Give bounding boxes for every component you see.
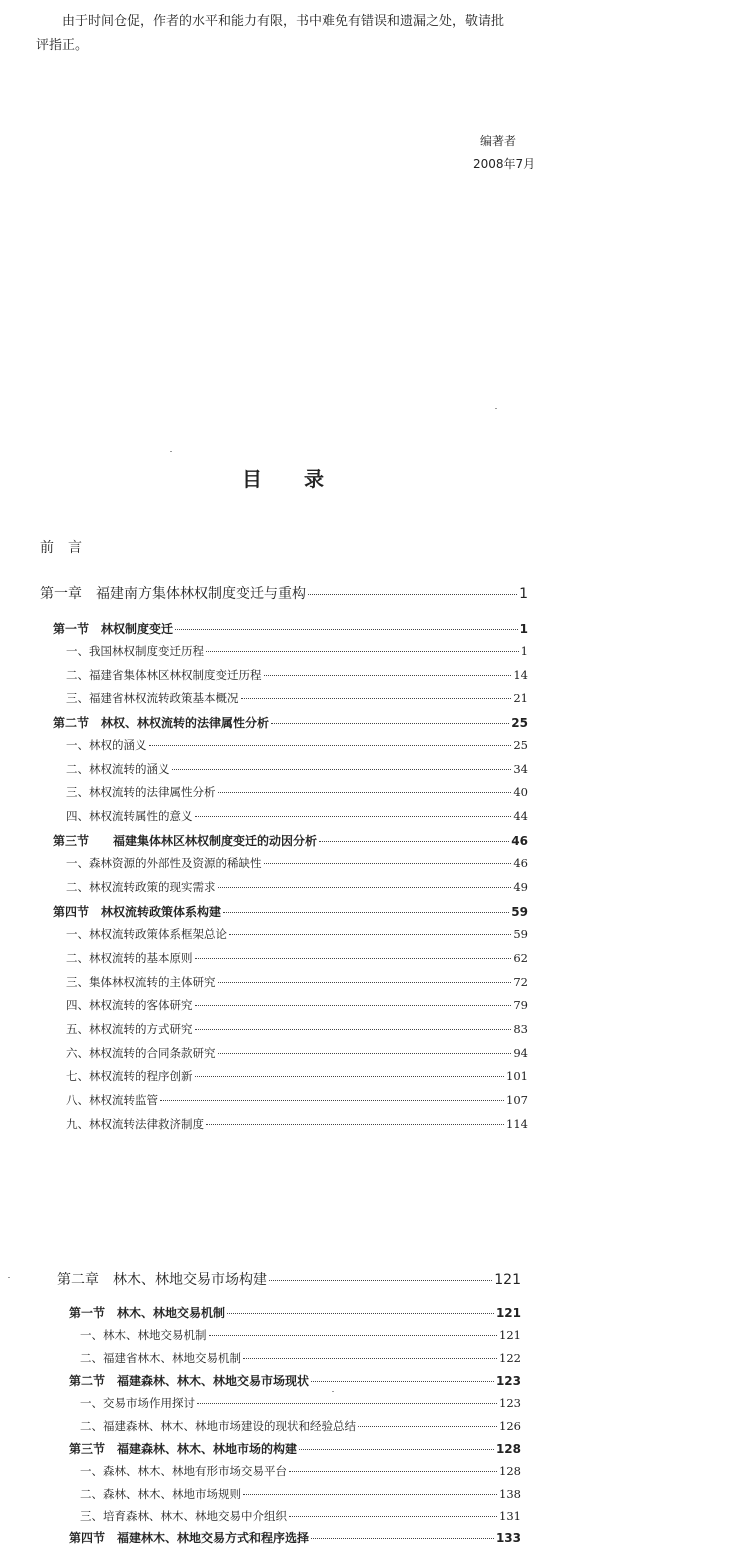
toc-foreword: 前 言 [40, 540, 82, 556]
toc-entry-title: 二、森林、林木、林地市场规则 [80, 1487, 241, 1501]
toc-item[interactable] [66, 950, 528, 966]
toc-entry-page: 44 [513, 809, 528, 823]
toc-leader-dots [311, 1537, 494, 1539]
toc-leader-dots [227, 1312, 494, 1314]
toc-section[interactable] [69, 1372, 521, 1389]
toc-entry-page: 101 [506, 1069, 528, 1083]
toc-entry-title: 第二节 林权、林权流转的法律属性分析 [53, 716, 270, 730]
toc-entry-page: 25 [513, 738, 528, 752]
toc-entry-title: 二、林权流转的涵义 [66, 762, 170, 776]
toc-item[interactable] [80, 1350, 521, 1366]
toc-entry-page: 114 [506, 1117, 528, 1131]
toc-leader-dots [299, 1448, 494, 1450]
toc-entry-title: 一、交易市场作用探讨 [80, 1396, 195, 1410]
toc-entry-page: 126 [499, 1419, 521, 1433]
toc-entry-page: 59 [511, 905, 528, 919]
toc-entry-title: 四、林权流转属性的意义 [66, 809, 193, 823]
toc-entry-page: 25 [511, 716, 528, 730]
scan-speck [332, 1391, 334, 1392]
toc-chapter-2-page: 121 [494, 1272, 521, 1288]
toc-entry-page: 72 [513, 975, 528, 989]
toc-item[interactable] [80, 1395, 521, 1411]
toc-entry-title: 第三节 福建集体林区林权制度变迁的动因分析 [53, 834, 318, 848]
preface-line-1: 由于时间仓促，作者的水平和能力有限，书中难免有错误和遗漏之处，敬请批 [62, 14, 505, 29]
toc-leader-dots [206, 650, 519, 652]
toc-entry-page: 121 [495, 1306, 521, 1320]
toc-entry-page: 40 [513, 785, 528, 799]
toc-leader-dots [289, 1515, 497, 1517]
toc-entry-page: 59 [513, 927, 528, 941]
toc-leader-dots [149, 744, 512, 746]
toc-entry-page: 46 [513, 856, 528, 870]
preface-signature: 编著者 [480, 134, 517, 148]
toc-item[interactable] [66, 667, 528, 683]
toc-leader-dots [264, 674, 512, 676]
toc-item[interactable] [66, 784, 528, 800]
toc-item[interactable] [80, 1418, 521, 1434]
toc-entry-title: 一、森林资源的外部性及资源的稀缺性 [66, 856, 262, 870]
toc-leader-dots [311, 1380, 494, 1382]
toc-leader-dots [195, 1028, 512, 1030]
toc-entry-page: 123 [495, 1374, 521, 1388]
scan-speck [170, 451, 172, 452]
toc-entry-page: 34 [513, 762, 528, 776]
toc-item[interactable] [66, 855, 528, 871]
toc-chapter-1-page: 1 [519, 586, 528, 602]
toc-entry-page: 131 [499, 1509, 521, 1523]
toc-leader-dots [172, 768, 512, 770]
toc-leader-dots [195, 1075, 505, 1077]
toc-entry-title: 一、我国林权制度变迁历程 [66, 644, 204, 658]
toc-leader-dots [195, 815, 512, 817]
toc-chapter-1-title: 第一章 福建南方集体林权制度变迁与重构 [40, 586, 306, 602]
toc-item[interactable] [66, 997, 528, 1013]
toc-leader-dots [218, 1052, 512, 1054]
toc-item[interactable] [66, 1092, 528, 1108]
toc-leader-dots [308, 593, 517, 595]
toc-leader-dots [319, 840, 509, 842]
toc-entry-page: 94 [513, 1046, 528, 1060]
toc-item[interactable] [66, 974, 528, 990]
toc-entry-title: 二、福建森林、林木、林地市场建设的现状和经验总结 [80, 1419, 356, 1433]
toc-item[interactable] [66, 926, 528, 942]
toc-section[interactable] [69, 1304, 521, 1321]
toc-leader-dots [229, 933, 511, 935]
toc-entry-page: 107 [506, 1093, 528, 1107]
toc-leader-dots [223, 911, 509, 913]
toc-entry-title: 二、林权流转政策的现实需求 [66, 880, 216, 894]
toc-leader-dots [241, 697, 512, 699]
toc-item[interactable] [66, 761, 528, 777]
toc-entry-title: 八、林权流转监管 [66, 1093, 158, 1107]
toc-entry-title: 第一节 林权制度变迁 [53, 622, 174, 636]
toc-item[interactable] [66, 1116, 528, 1132]
toc-entry-title: 二、林权流转的基本原则 [66, 951, 193, 965]
toc-entry-title: 四、林权流转的客体研究 [66, 998, 193, 1012]
toc-entry-page: 122 [499, 1351, 521, 1365]
toc-chapter-1[interactable] [40, 583, 528, 603]
toc-entry-title: 第四节 福建林木、林地交易方式和程序选择 [69, 1531, 310, 1545]
toc-entry-title: 一、林木、林地交易机制 [80, 1328, 207, 1342]
toc-leader-dots [206, 1123, 504, 1125]
toc-leader-dots [218, 981, 512, 983]
toc-entry-title: 第四节 林权流转政策体系构建 [53, 905, 222, 919]
toc-leader-dots [175, 628, 518, 630]
toc-entry-page: 49 [513, 880, 528, 894]
toc-leader-dots [243, 1357, 497, 1359]
toc-entry-title: 第一节 林木、林地交易机制 [69, 1306, 226, 1320]
toc-entry-page: 14 [513, 668, 528, 682]
toc-leader-dots [218, 886, 512, 888]
toc-leader-dots [197, 1402, 497, 1404]
toc-entry-page: 128 [495, 1442, 521, 1456]
toc-entry-page: 123 [499, 1396, 521, 1410]
toc-item[interactable] [66, 1045, 528, 1061]
toc-leader-dots [289, 1470, 497, 1472]
toc-section[interactable] [53, 714, 528, 731]
toc-item[interactable] [66, 643, 528, 659]
toc-entry-title: 三、培育森林、林木、林地交易中介组织 [80, 1509, 287, 1523]
toc-entry-page: 128 [499, 1464, 521, 1478]
toc-entry-title: 二、福建省集体林区林权制度变迁历程 [66, 668, 262, 682]
toc-item[interactable] [66, 690, 528, 706]
toc-item[interactable] [80, 1463, 521, 1479]
toc-leader-dots [195, 1004, 512, 1006]
toc-entry-page: 138 [499, 1487, 521, 1501]
toc-entry-page: 79 [513, 998, 528, 1012]
toc-entry-title: 一、森林、林木、林地有形市场交易平台 [80, 1464, 287, 1478]
toc-entry-title: 三、集体林权流转的主体研究 [66, 975, 216, 989]
scan-speck [8, 1277, 10, 1278]
toc-entry-page: 62 [513, 951, 528, 965]
toc-entry-title: 一、林权流转政策体系框架总论 [66, 927, 227, 941]
toc-item[interactable] [66, 1021, 528, 1037]
toc-leader-dots [209, 1334, 498, 1336]
toc-chapter-2[interactable] [57, 1269, 521, 1289]
toc-section[interactable] [69, 1529, 521, 1546]
toc-entry-page: 21 [513, 691, 528, 705]
scan-speck [495, 408, 497, 409]
toc-title: 目录 [242, 467, 366, 491]
toc-entry-title: 二、福建省林木、林地交易机制 [80, 1351, 241, 1365]
toc-item[interactable] [80, 1327, 521, 1343]
toc-section[interactable] [53, 832, 528, 849]
toc-entry-title: 三、福建省林权流转政策基本概况 [66, 691, 239, 705]
toc-entry-title: 九、林权流转法律救济制度 [66, 1117, 204, 1131]
toc-entry-title: 三、林权流转的法律属性分析 [66, 785, 216, 799]
toc-leader-dots [195, 957, 512, 959]
toc-leader-dots [271, 722, 509, 724]
toc-section[interactable] [53, 620, 528, 637]
toc-leader-dots [358, 1425, 497, 1427]
toc-entry-title: 第三节 福建森林、林木、林地市场的构建 [69, 1442, 298, 1456]
toc-leader-dots [243, 1493, 497, 1495]
preface-line-2: 评指正。 [36, 38, 89, 53]
toc-item[interactable] [66, 808, 528, 824]
toc-entry-page: 121 [499, 1328, 521, 1342]
toc-leader-dots [264, 862, 512, 864]
toc-item[interactable] [80, 1486, 521, 1502]
toc-entry-page: 1 [519, 622, 528, 636]
toc-entry-page: 83 [513, 1022, 528, 1036]
preface-date: 2008年7月 [473, 157, 536, 171]
toc-entry-page: 1 [520, 644, 528, 658]
toc-leader-dots [218, 791, 512, 793]
toc-entry-title: 第二节 福建森林、林木、林地交易市场现状 [69, 1374, 310, 1388]
toc-item[interactable] [80, 1508, 521, 1524]
toc-chapter-2-title: 第二章 林木、林地交易市场构建 [57, 1272, 267, 1288]
toc-section[interactable] [53, 903, 528, 920]
toc-entry-title: 五、林权流转的方式研究 [66, 1022, 193, 1036]
toc-item[interactable] [66, 737, 528, 753]
toc-leader-dots [160, 1099, 504, 1101]
toc-section[interactable] [69, 1440, 521, 1457]
toc-item[interactable] [66, 879, 528, 895]
toc-entry-title: 一、林权的涵义 [66, 738, 147, 752]
toc-item[interactable] [66, 1068, 528, 1084]
toc-leader-dots [269, 1279, 492, 1281]
toc-entry-page: 133 [495, 1531, 521, 1545]
toc-entry-page: 46 [511, 834, 528, 848]
toc-entry-title: 七、林权流转的程序创新 [66, 1069, 193, 1083]
toc-entry-title: 六、林权流转的合同条款研究 [66, 1046, 216, 1060]
